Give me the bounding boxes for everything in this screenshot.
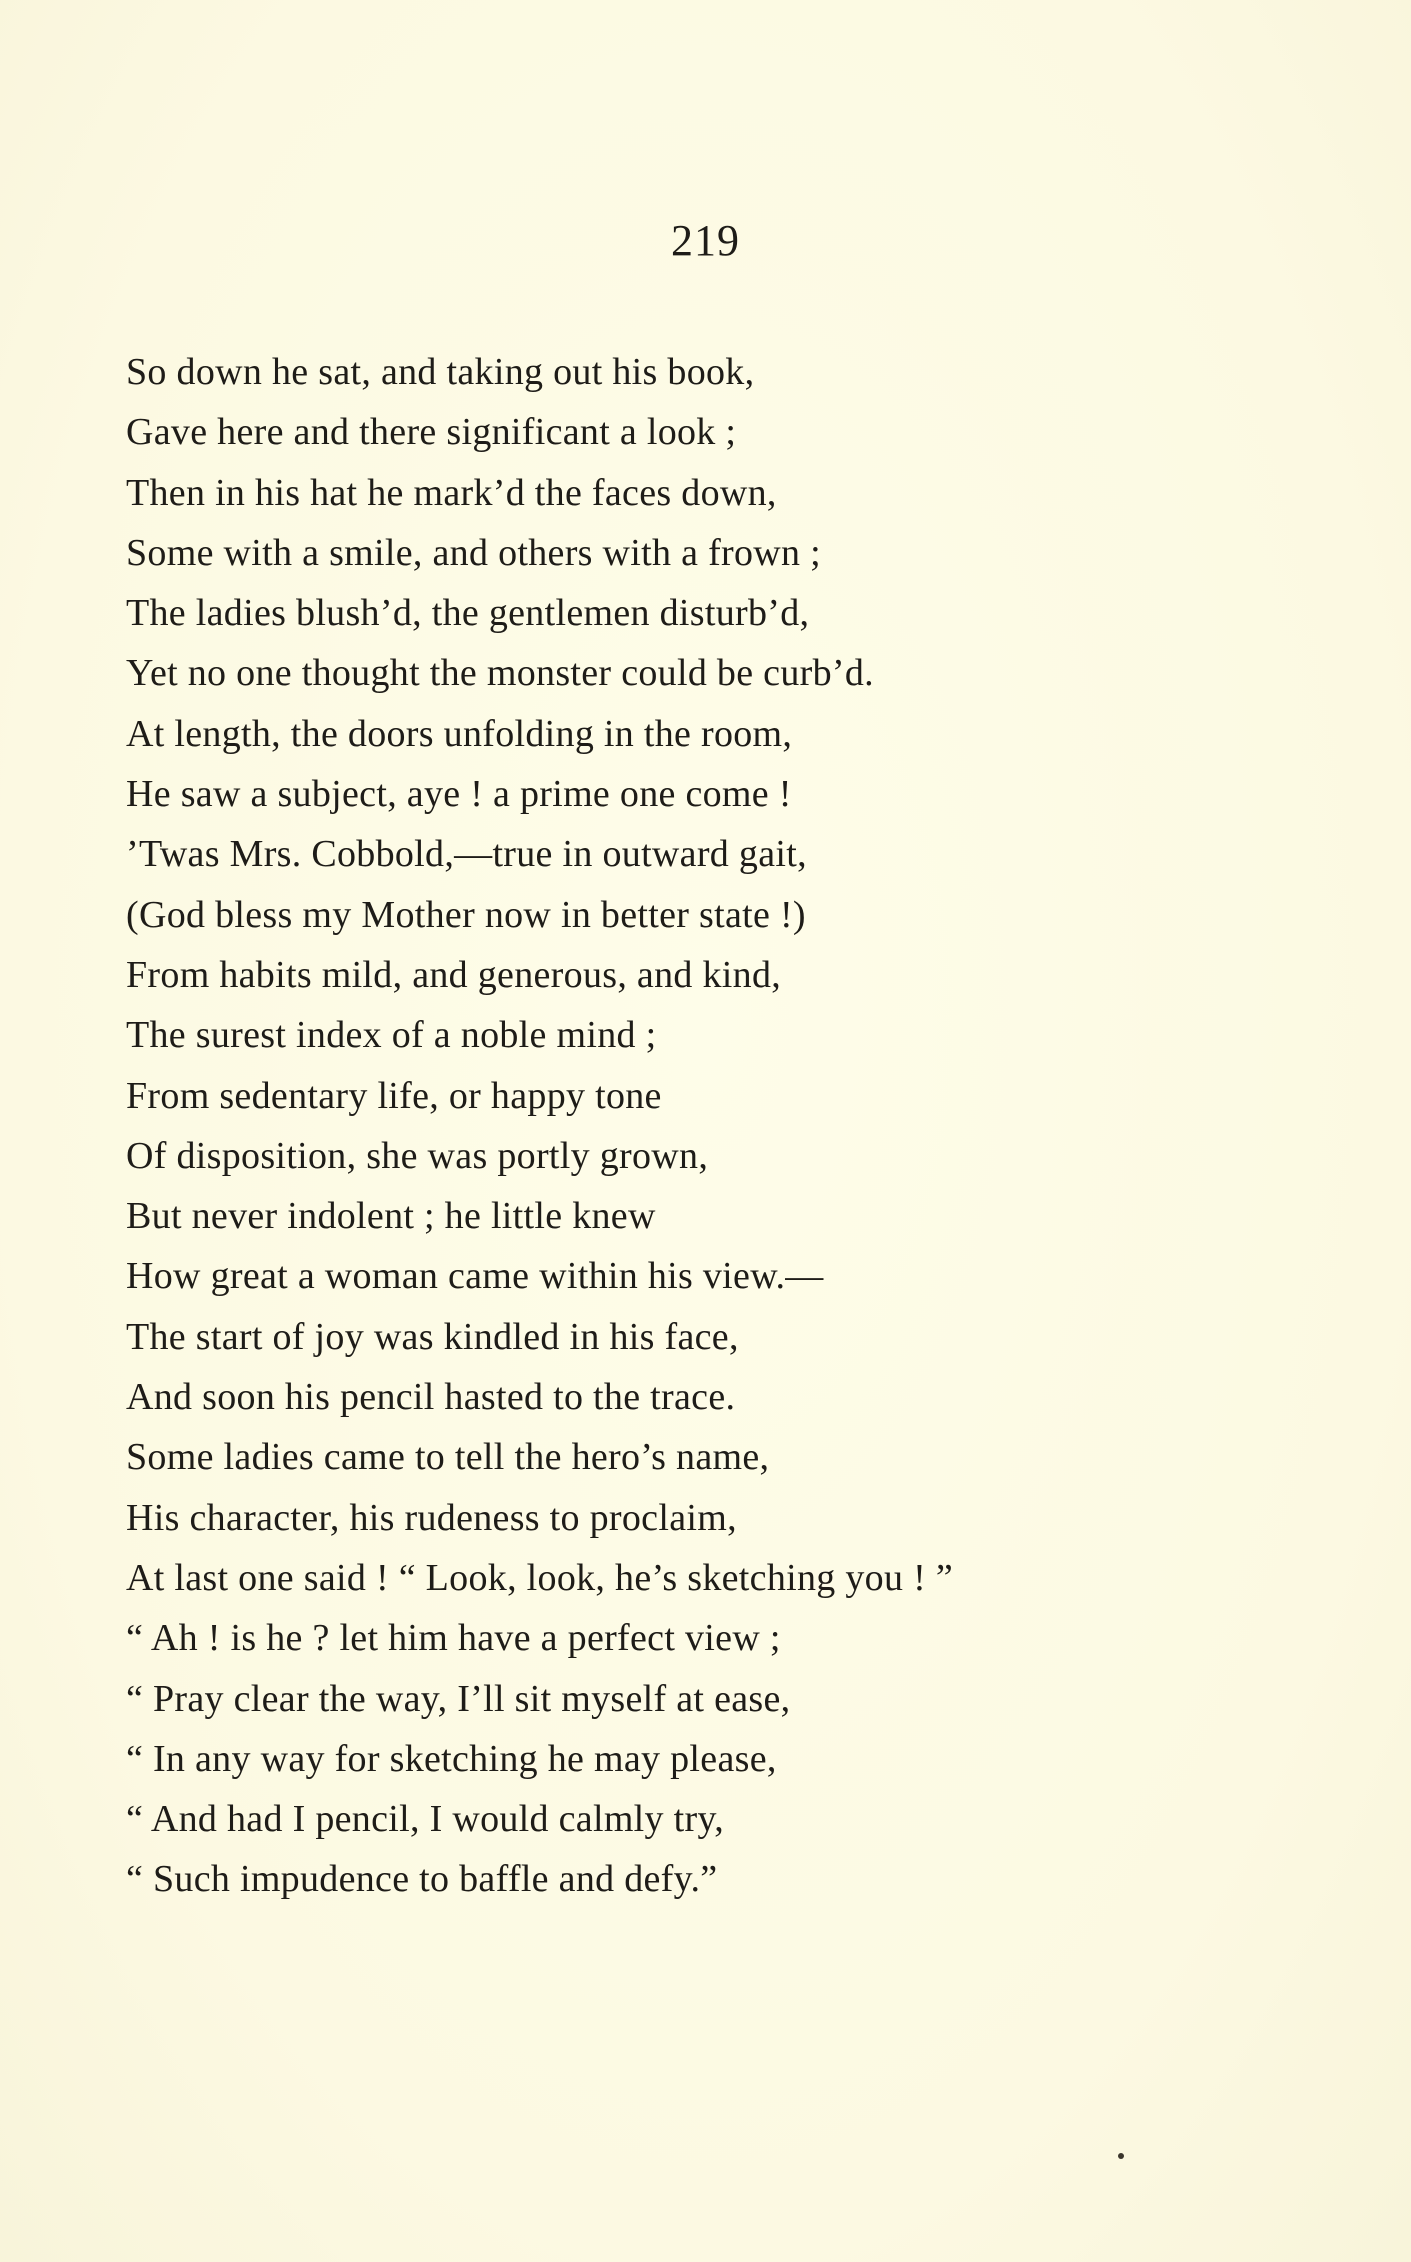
poem-line: The ladies blush’d, the gentlemen disturb’d, — [126, 592, 810, 635]
poem-line: “ And had I pencil, I would calmly try, — [126, 1798, 725, 1841]
poem-text — [126, 342, 1366, 1910]
poem-line: Then in his hat he mark’d the faces down, — [126, 471, 777, 514]
poem-line: His character, his rudeness to proclaim, — [126, 1496, 737, 1539]
poem-line: The start of joy was kindled in his face, — [126, 1315, 739, 1358]
poem-line: Gave here and there significant a look ; — [126, 411, 737, 454]
poem-line: Yet no one thought the monster could be curb’d. — [126, 652, 874, 695]
poem-line: Some ladies came to tell the hero’s name, — [126, 1436, 770, 1479]
poem-line: “ In any way for sketching he may please, — [126, 1737, 777, 1780]
page-number: 219 — [671, 216, 740, 265]
poem-line: So down he sat, and taking out his book, — [126, 351, 755, 393]
poem-line: The surest index of a noble mind ; — [126, 1014, 657, 1057]
poem-line: At length, the doors unfolding in the room, — [126, 712, 793, 755]
poem-line: From sedentary life, or happy tone — [126, 1074, 662, 1117]
poem-line: From habits mild, and generous, and kind, — [126, 953, 782, 996]
poem-line: Of disposition, she was portly grown, — [126, 1134, 709, 1177]
poem-line: ’Twas Mrs. Cobbold,—true in outward gait, — [126, 833, 807, 876]
poem-line: How great a woman came within his view.— — [126, 1255, 824, 1298]
poem-line: At last one said ! “ Look, look, he’s sketching you ! ” — [126, 1556, 954, 1599]
poem-line: “ Ah ! is he ? let him have a perfect view ; — [126, 1617, 781, 1660]
poem-line: And soon his pencil hasted to the trace. — [126, 1376, 736, 1419]
poem-line: (God bless my Mother now in better state !) — [126, 893, 806, 936]
poem-line: “ Pray clear the way, I’ll sit myself at ease, — [126, 1677, 791, 1720]
poem-line: Some with a smile, and others with a frown ; — [126, 531, 821, 574]
poem-line: But never indolent ; he little knew — [126, 1195, 656, 1238]
ink-speck — [1118, 2153, 1124, 2159]
poem-line: He saw a subject, aye ! a prime one come ! — [126, 773, 792, 816]
poem-line: “ Such impudence to baffle and defy.” — [126, 1858, 718, 1901]
